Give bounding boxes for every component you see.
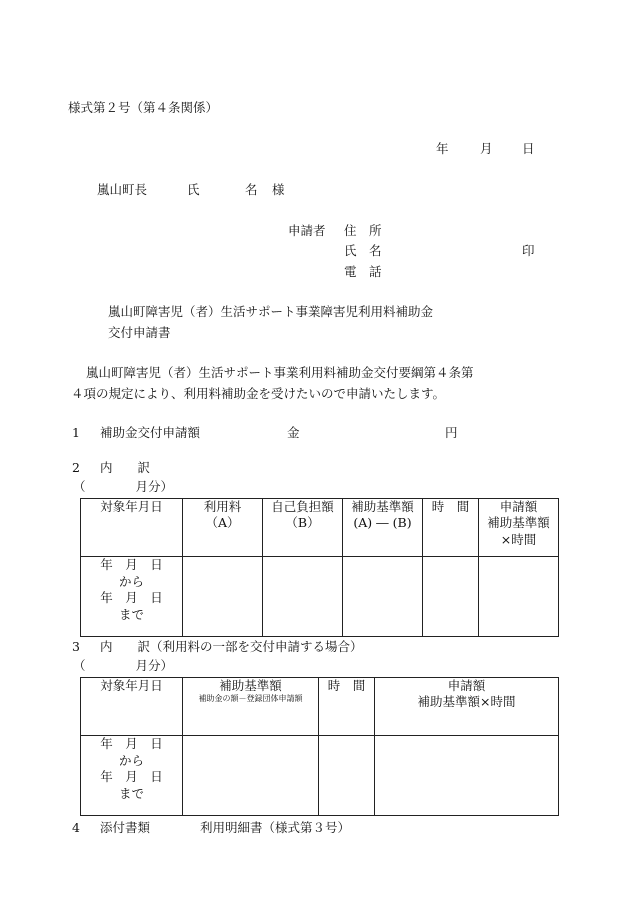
section2-number: 2 <box>72 460 80 475</box>
header-date: 対象年月日 <box>81 678 183 736</box>
section3-number: 3 <box>72 639 80 654</box>
header-date: 対象年月日 <box>81 499 183 557</box>
hours-cell[interactable] <box>319 736 375 816</box>
date-year: 年 <box>436 141 449 156</box>
base-amount-cell[interactable] <box>343 557 423 637</box>
header-copay: 自己負担額 （B） <box>263 499 343 557</box>
copay-cell[interactable] <box>263 557 343 637</box>
document-title-line1: 嵐山町障害児（者）生活サポート事業障害児利用料補助金 <box>108 304 434 319</box>
section3-month-note: （ 月分） <box>73 658 174 673</box>
breakdown-table <box>80 498 559 637</box>
header-hours: 時 間 <box>319 678 375 736</box>
section4-value: 利用明細書（様式第３号） <box>200 820 351 835</box>
form-number: 様式第２号（第４条関係） <box>68 100 219 115</box>
addressee-title: 嵐山町長 <box>97 182 148 197</box>
addressee-mei: 名 <box>245 182 258 197</box>
date-range-cell[interactable]: 年 月 日 から 年 月 日 まで <box>81 736 183 816</box>
requested-cell[interactable] <box>479 557 559 637</box>
base-amount-cell[interactable] <box>183 736 319 816</box>
seal-mark: 印 <box>522 243 535 258</box>
section3-label: 内 訳（利用料の一部を交付申請する場合） <box>100 639 363 654</box>
addressee-shi: 氏 <box>187 182 200 197</box>
applicant-phone-label: 電 話 <box>344 264 382 279</box>
hours-cell[interactable] <box>423 557 479 637</box>
date-day: 日 <box>522 141 535 156</box>
document-title-line2: 交付申請書 <box>108 325 171 340</box>
requested-cell[interactable] <box>375 736 559 816</box>
body-text-line2: ４項の規定により、利用料補助金を受けたいので申請いたします。 <box>71 386 446 401</box>
section1-yen: 円 <box>445 425 458 440</box>
partial-breakdown-table <box>80 677 559 816</box>
section4-number: 4 <box>72 820 80 835</box>
header-usage-fee: 利用料 （A） <box>183 499 263 557</box>
header-hours: 時 間 <box>423 499 479 557</box>
header-base-amount: 補助基準額 (A) ― (B) <box>343 499 423 557</box>
section2-label: 内 訳 <box>100 460 151 475</box>
date-range-cell[interactable]: 年 月 日 から 年 月 日 まで <box>81 557 183 637</box>
section1-number: 1 <box>72 425 80 440</box>
partial-header-row <box>81 678 559 736</box>
section4-label: 添付書類 <box>100 820 151 835</box>
header-requested: 申請額 補助基準額 ×時間 <box>479 499 559 557</box>
applicant-name-label: 氏 名 <box>344 243 382 258</box>
applicant-address-label: 住 所 <box>344 223 382 238</box>
table-row <box>81 736 559 816</box>
body-text-line1: 嵐山町障害児（者）生活サポート事業利用料補助金交付要綱第４条第 <box>86 365 474 380</box>
header-base-amount: 補助基準額 補助金の額－登録団体申請額 <box>183 678 319 736</box>
breakdown-header-row <box>81 499 559 557</box>
addressee-sama: 様 <box>272 182 285 197</box>
section1-label: 補助金交付申請額 <box>100 425 201 440</box>
section2-month-note: （ 月分） <box>73 479 174 494</box>
applicant-label: 申請者 <box>288 223 326 238</box>
date-month: 月 <box>480 141 493 156</box>
table-row <box>81 557 559 637</box>
header-requested: 申請額 補助基準額×時間 <box>375 678 559 736</box>
section1-kin: 金 <box>287 425 300 440</box>
usage-fee-cell[interactable] <box>183 557 263 637</box>
